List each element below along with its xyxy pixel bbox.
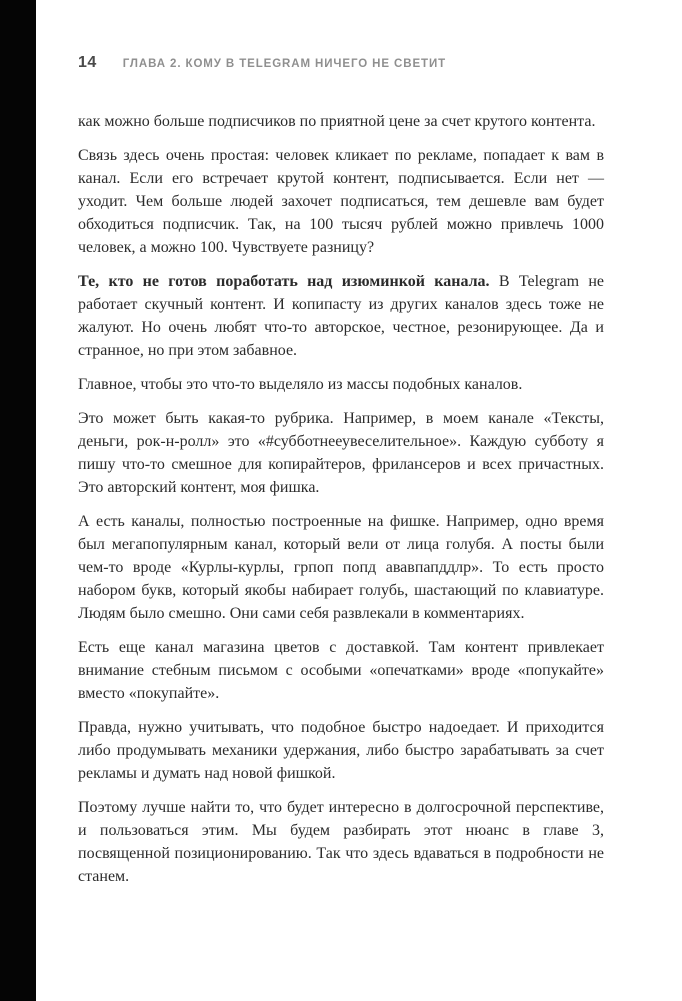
paragraph-bold-lead: Те, кто не готов поработать над изюминкой канала. [78,273,490,290]
paragraph: А есть каналы, полностью построенные на фишке. Например, одно время был мегапопулярным канал, который вели от лица голубя. А посты были чем-то вроде «Курлы-курлы, грпоп попд ававпапддлр». То есть просто набором букв, который якобы набирает голубь, шастающий по клавиатуре. Людям было смешно. Они сами себя развлекали в комментариях. [78,513,604,622]
chapter-header: ГЛАВА 2. КОМУ В TELEGRAM НИЧЕГО НЕ СВЕТИТ [122,58,447,70]
paragraph-rest: В Telegram не работает скучный контент. И копипасту из других каналов здесь тоже не жалуют. Но очень любят что-то авторское, честное, резонирующее. Да и странное, но при этом забавное. [78,273,605,359]
book-page [36,0,682,1001]
left-binding-bar [0,0,36,1001]
paragraph: Связь здесь очень простая: человек кликает по рекламе, попадает к вам в канал. Если его встречает крутой контент, подписывается. Если нет — уходит. Чем больше людей захочет подписаться, тем дешевле вам будет обходиться подписчик. Так, на 100 тысяч рублей можно привлечь 1000 человек, а можно 100. Чувствуете разницу? [78,147,604,256]
paragraph: Поэтому лучше найти то, что будет интересно в долгосрочной перспективе, и пользоваться этим. Мы будем разбирать этот нюанс в главе 3, посвященной позиционированию. Так что здесь вдаваться в подробности не станем. [78,799,604,885]
paragraph: Главное, чтобы это что-то выделяло из массы подобных каналов. [78,376,523,393]
body-text [78,110,604,888]
paragraph: Это может быть какая-то рубрика. Например, в моем канале «Тексты, деньги, рок-н-ролл» это «#субботнееувеселительное». Каждую субботу я пишу что-то смешное для копирайтеров, фрилансеров и всех причастных. Это авторский контент, моя фишка. [78,410,604,496]
paragraph: Есть еще канал магазина цветов с доставкой. Там контент привлекает внимание стебным письмом с особыми «опечатками» вроде «попукайте» вместо «покупайте». [78,639,604,702]
paragraph: как можно больше подписчиков по приятной цене за счет крутого контента. [78,113,596,130]
page-header [78,54,604,72]
paragraph [78,270,604,362]
paragraph: Правда, нужно учитывать, что подобное быстро надоедает. И приходится либо продумывать механики удержания, либо быстро зарабатывать за счет рекламы и думать над новой фишкой. [78,719,604,782]
page-number: 14 [78,54,97,71]
